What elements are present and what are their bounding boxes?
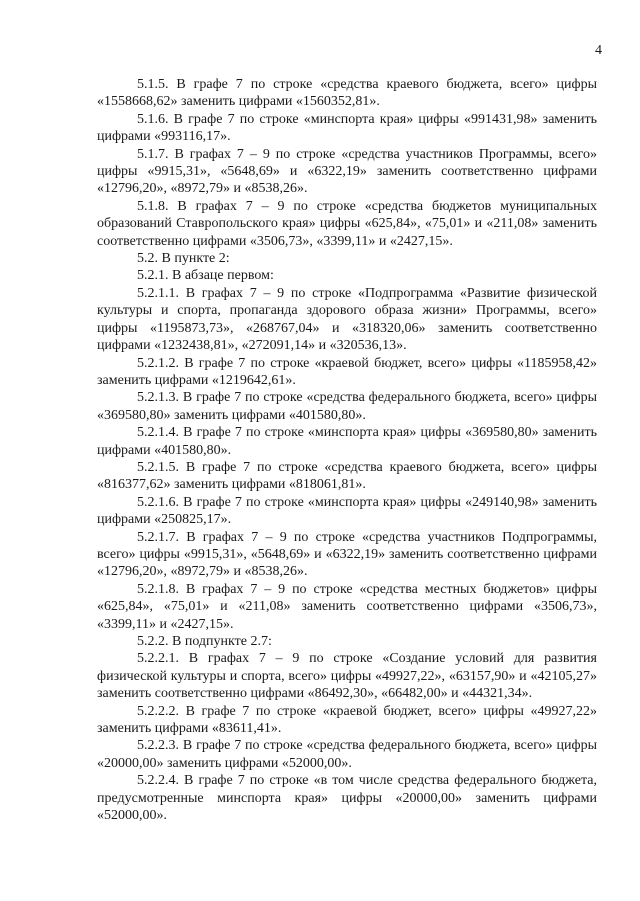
- page-number: 4: [595, 43, 602, 58]
- paragraph-5-2-2-4: 5.2.2.4. В графе 7 по строке «в том числе средства федерального бюджета, предусмотренные минспорта края» цифры «20000,00» заменить цифрами «52000,00».: [97, 773, 597, 824]
- paragraph-5-2-2: 5.2.2. В подпункте 2.7:: [137, 634, 272, 649]
- paragraph-5-2-2-2: 5.2.2.2. В графе 7 по строке «краевой бюджет, всего» цифры «49927,22» заменить цифрами «83611,41».: [97, 703, 597, 737]
- paragraph-5-2-1-8: 5.2.1.8. В графах 7 – 9 по строке «средства местных бюджетов» цифры «625,84», «75,01» и «211,08» заменить соответственно цифрами «3506,73», «3399,11» и «2427,15».: [97, 581, 597, 632]
- paragraph-5-1-6: 5.1.6. В графе 7 по строке «минспорта края» цифры «991431,98» заменить цифрами «993116,17».: [97, 111, 597, 145]
- paragraph-5-1-8: 5.1.8. В графах 7 – 9 по строке «средства бюджетов муниципальных образований Ставропольского края» цифры «625,84», «75,01» и «211,08» заменить соответственно цифрами «3506,73», «3399,11» и «2427,15».: [97, 198, 597, 249]
- paragraph-5-2-1-4: 5.2.1.4. В графе 7 по строке «минспорта края» цифры «369580,80» заменить цифрами «401580,80».: [97, 425, 597, 458]
- paragraph-5-2-1-2: 5.2.1.2. В графе 7 по строке «краевой бюджет, всего» цифры «1185958,42» заменить цифрами «1219642,61».: [97, 355, 597, 388]
- paragraph-5-2-1-5: 5.2.1.5. В графе 7 по строке «средства краевого бюджета, всего» цифры «816377,62» заменить цифрами «818061,81».: [97, 459, 597, 493]
- paragraph-5-2-1: 5.2.1. В абзаце первом:: [137, 268, 274, 284]
- paragraph-5-2-1-7: 5.2.1.7. В графах 7 – 9 по строке «средства участников Подпрограммы, всего» цифры «9915,31», «5648,69» и «6322,19» заменить соответственно цифрами «12796,20», «8972,79» и «8538,26».: [97, 529, 597, 580]
- paragraph-5-1-5: 5.1.5. В графе 7 по строке «средства краевого бюджета, всего» цифры «1558668,62» заменить цифрами «1560352,81».: [97, 77, 597, 110]
- paragraph-5-2-1-3: 5.2.1.3. В графе 7 по строке «средства федерального бюджета, всего» цифры «369580,80» заменить цифрами «401580,80».: [97, 390, 597, 423]
- paragraph-5-2-2-1: 5.2.2.1. В графах 7 – 9 по строке «Создание условий для развития физической культуры и спорта, всего» цифры «49927,22», «63157,90» и «42105,27» заменить соответственно цифрами «86492,30», «66482,00» и «44321,34».: [97, 651, 597, 702]
- document-body: [97, 76, 597, 824]
- paragraph-5-2: 5.2. В пункте 2:: [137, 251, 230, 267]
- paragraph-5-2-1-6: 5.2.1.6. В графе 7 по строке «минспорта края» цифры «249140,98» заменить цифрами «250825,17».: [97, 494, 597, 528]
- paragraph-5-2-1-1: 5.2.1.1. В графах 7 – 9 по строке «Подпрограмма «Развитие физической культуры и спорта, пропаганда здорового образа жизни» Программы, всего» цифры «1195873,73», «268767,04» и «318320,06» заменить соответственно цифрами «1232438,81», «272091,14» и «320536,13».: [97, 285, 597, 354]
- paragraph-5-2-2-3: 5.2.2.3. В графе 7 по строке «средства федерального бюджета, всего» цифры «20000,00» заменить цифрами «52000,00».: [97, 738, 597, 771]
- paragraph-5-1-7: 5.1.7. В графах 7 – 9 по строке «средства участников Программы, всего» цифры «9915,31», «5648,69» и «6322,19» заменить соответственно цифрами «12796,20», «8972,79» и «8538,26».: [97, 146, 597, 197]
